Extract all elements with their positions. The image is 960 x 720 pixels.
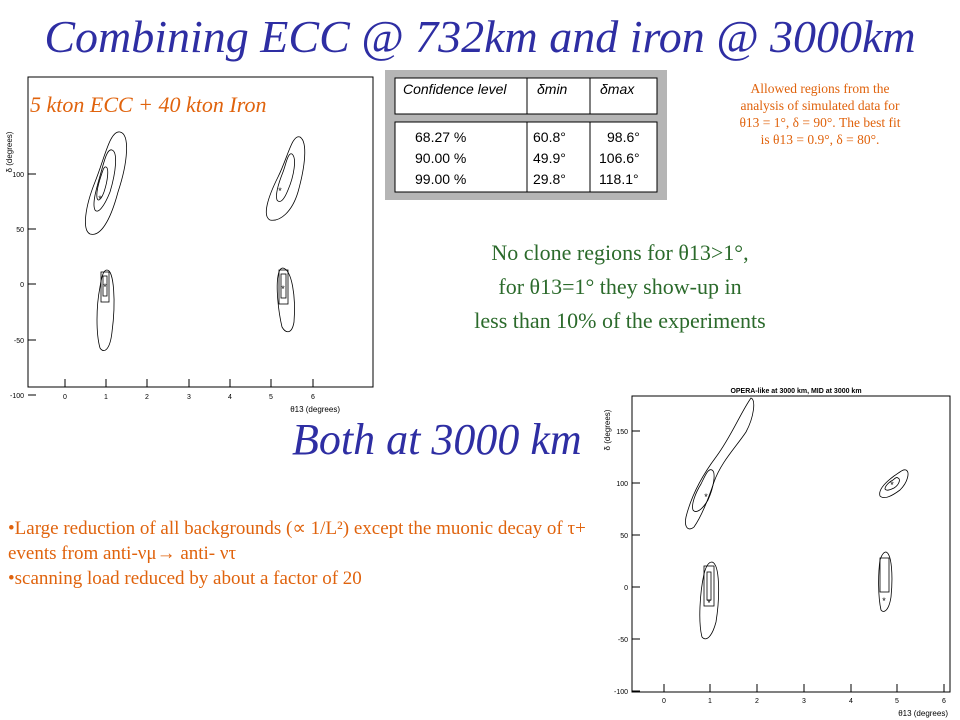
best-fit-marker: *: [281, 284, 285, 294]
plot2-xtick: 6: [942, 698, 946, 705]
plot2-ytick: 100: [616, 481, 628, 488]
table-cell: 106.6°: [599, 150, 640, 166]
table-cell: 29.8°: [533, 171, 566, 187]
table-cell: 98.6°: [607, 129, 640, 145]
table-header: Confidence level: [403, 81, 507, 97]
plot1-xtick: 2: [145, 394, 149, 401]
caption-line: θ13 = 1°, δ = 90°. The best fit: [739, 115, 901, 130]
clone-statement: [380, 236, 860, 338]
plot1-ytick: -50: [13, 338, 24, 345]
plot2-ytick: 0: [624, 585, 628, 592]
plot-opera-mid: [596, 382, 960, 720]
figure-caption: [690, 80, 950, 148]
bullet-item: •scanning load reduced by about a factor of 20: [8, 568, 362, 589]
best-fit-marker: *: [882, 596, 886, 606]
caption-line: analysis of simulated data for: [740, 98, 900, 113]
plot1-xtick: 1: [104, 394, 108, 401]
clone-line: No clone regions for θ13>1°,: [491, 240, 749, 265]
clone-line: for θ13=1° they show-up in: [498, 274, 742, 299]
section-heading: Both at 3000 km: [292, 415, 582, 464]
page-title: Combining ECC @ 732km and iron @ 3000km: [44, 11, 916, 62]
table-cell: 90.00 %: [415, 150, 467, 166]
bullet-item: •Large reduction of all backgrounds (∝ 1/L²) except the muonic decay of τ+ events from anti-νμ→ anti- ντ: [8, 518, 586, 564]
plot1-ylabel: δ (degrees): [5, 131, 14, 173]
best-fit-marker: *: [890, 480, 894, 490]
confidence-table-box: [385, 70, 667, 200]
best-fit-marker: *: [707, 598, 711, 608]
bullet-list: [8, 516, 618, 591]
plot2-ytick: 50: [620, 533, 628, 540]
plot1-ytick: 0: [20, 282, 24, 289]
plot2-xtick: 2: [755, 698, 759, 705]
clone-line: less than 10% of the experiments: [474, 308, 766, 333]
caption-line: is θ13 = 0.9°, δ = 80°.: [760, 132, 880, 147]
plot1-ytick: 100: [12, 172, 24, 179]
plot2-title: OPERA-like at 3000 km, MID at 3000 km: [730, 388, 862, 395]
plot2-xtick: 0: [662, 698, 666, 705]
table-header: δmin: [537, 81, 568, 97]
table-header: δmax: [600, 81, 635, 97]
plot2-xtick: 1: [708, 698, 712, 705]
plot2-ylabel: δ (degrees): [603, 409, 612, 451]
plot2-xtick: 5: [895, 698, 899, 705]
plot1-label: 5 kton ECC + 40 kton Iron: [30, 92, 267, 117]
table-cell: 118.1°: [599, 171, 639, 187]
plot1-xtick: 6: [311, 394, 315, 401]
plot2-frame: [632, 396, 950, 692]
plot2-xtick: 3: [802, 698, 806, 705]
best-fit-marker: *: [704, 492, 708, 502]
plot1-xlabel: θ13 (degrees): [290, 405, 340, 414]
table-cell: 49.9°: [533, 150, 566, 166]
plot1-xtick: 4: [228, 394, 232, 401]
plot2-xlabel: θ13 (degrees): [898, 709, 948, 718]
plot1-xtick: 3: [187, 394, 191, 401]
plot-ecc-iron: [0, 72, 380, 417]
plot2-ytick: -50: [617, 637, 628, 644]
caption-line: Allowed regions from the: [750, 81, 890, 96]
plot2-xtick: 4: [849, 698, 853, 705]
confidence-table: [385, 70, 667, 200]
best-fit-marker: *: [278, 186, 282, 196]
table-cell: 60.8°: [533, 129, 566, 145]
plot1-xtick: 5: [269, 394, 273, 401]
plot2-ytick: 150: [616, 429, 628, 436]
plot1-ytick: -100: [9, 393, 24, 400]
best-fit-marker: *: [98, 194, 102, 204]
plot1-frame: [28, 77, 373, 387]
best-fit-marker: *: [103, 282, 107, 292]
table-cell: 68.27 %: [415, 129, 467, 145]
plot1-ytick: 50: [16, 227, 24, 234]
table-cell: 99.00 %: [415, 171, 467, 187]
plot1-xtick: 0: [63, 394, 67, 401]
plot2-ytick: -100: [613, 689, 628, 696]
